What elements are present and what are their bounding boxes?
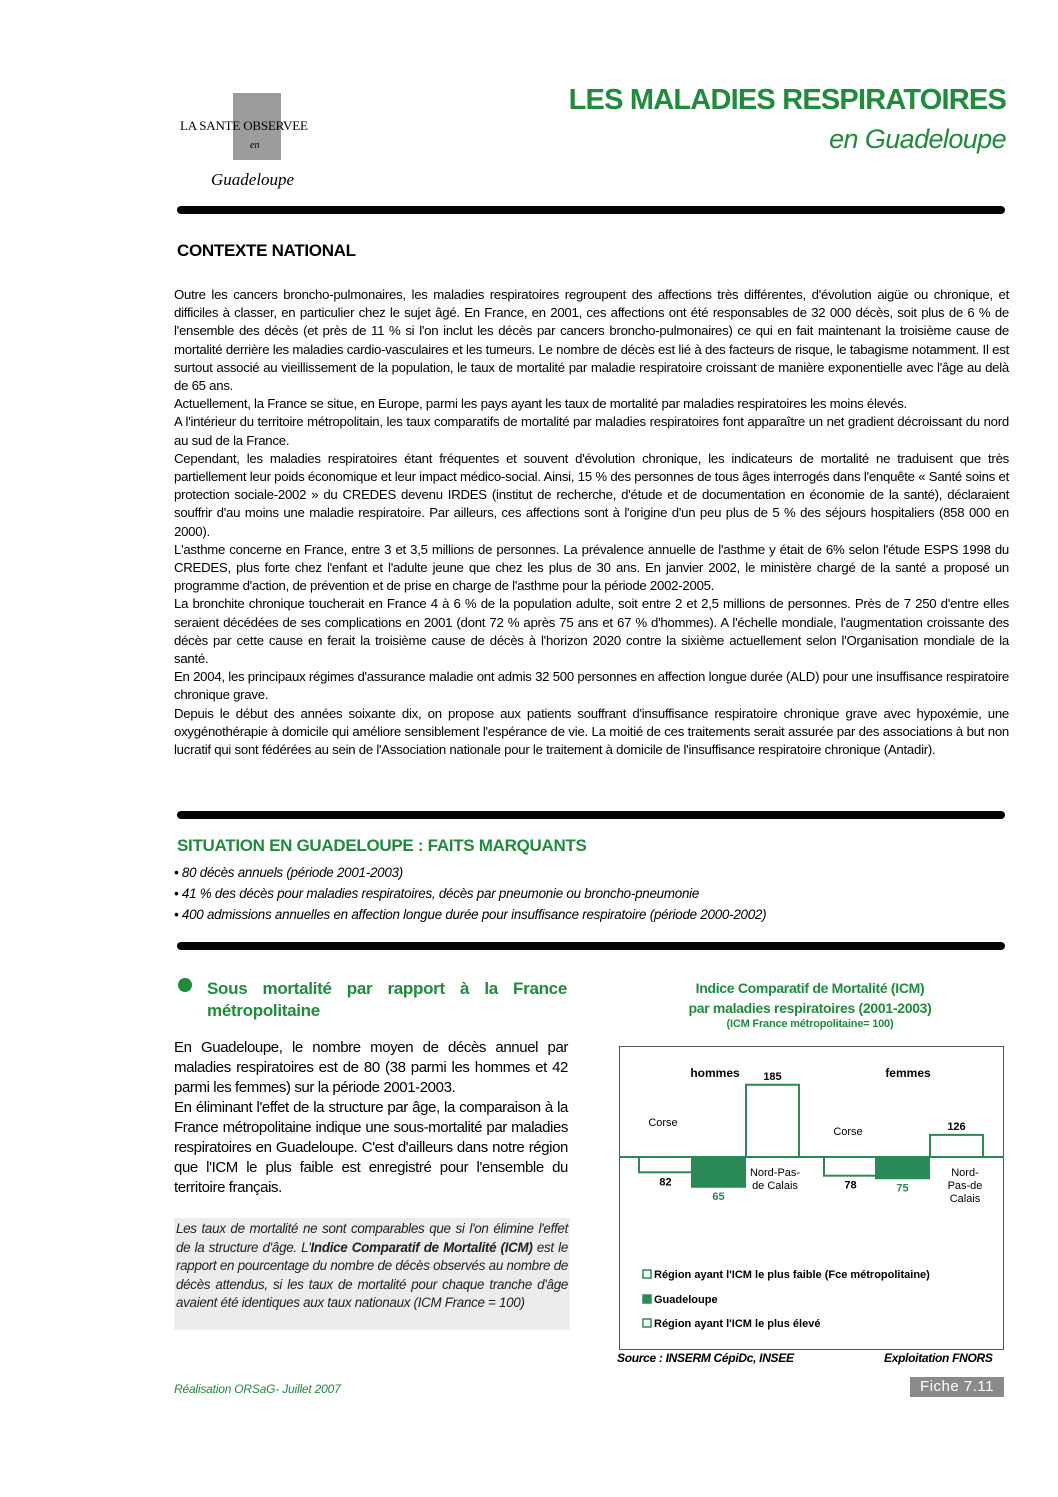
region-label: Nord-Pas- bbox=[749, 1167, 801, 1179]
group-label-hommes: hommes bbox=[690, 1066, 740, 1080]
data-label: 75 bbox=[896, 1182, 909, 1195]
fiche-badge: Fiche 7.11 bbox=[910, 1377, 1004, 1397]
national-paragraph: La bronchite chronique toucherait en France 4 à 6 % de la population adulte, soit entre 2 et 2,5 millions de personnes. Près de 7 250 d'entre elles seraient décédées de ses complications en 2001 (dont 72 % après 75 ans et 67 % d'hommes). A l'échelle mondiale, l'augmentation croissante des décès par cette cause en ferait la troisième cause de décès à l'horizon 2020 contre la sixième actuellement selon l'Organisation mondiale de la santé. bbox=[174, 596, 1009, 667]
data-label: 65 bbox=[712, 1190, 725, 1203]
legend-label: Guadeloupe bbox=[654, 1294, 718, 1306]
max-region-bar bbox=[930, 1135, 983, 1157]
note-text-bold: Indice Comparatif de Mortalité (ICM) bbox=[310, 1239, 533, 1255]
divider-lower bbox=[177, 942, 1005, 950]
national-heading: CONTEXTE NATIONAL bbox=[177, 241, 356, 260]
national-paragraph: A l'intérieur du territoire métropolitain, les taux comparatifs de mortalité par maladies respiratoires font apparaître un net gradient décroissant du nord au sud de la France. bbox=[174, 414, 1009, 448]
icm-note bbox=[174, 1218, 570, 1330]
logo-text-line3: Guadeloupe bbox=[211, 170, 295, 189]
legend-swatch bbox=[643, 1319, 651, 1327]
national-paragraph: Actuellement, la France se situe, en Europe, parmi les pays ayant les taux de mortalité par maladies respiratoires les moins élevés. bbox=[174, 396, 907, 412]
chart-title bbox=[595, 978, 1025, 1018]
bullet-item: • 41 % des décès pour maladies respiratoires, décès par pneumonie ou broncho-pneumonie bbox=[174, 886, 700, 901]
data-label: 82 bbox=[659, 1176, 672, 1189]
legend-label: Région ayant l'ICM le plus élevé bbox=[654, 1318, 821, 1330]
chart-source: Source : INSERM CépiDc, INSEE bbox=[617, 1351, 794, 1365]
logo-text-line1: LA SANTE OBSERVEE bbox=[180, 118, 308, 133]
data-label: 126 bbox=[947, 1120, 966, 1133]
region-label: de Calais bbox=[752, 1180, 798, 1192]
guadeloupe-bar bbox=[876, 1157, 929, 1178]
chart-title-line1: Indice Comparatif de Mortalité (ICM) bbox=[695, 980, 925, 996]
region-label: Nord- bbox=[951, 1167, 979, 1179]
situation-bullets bbox=[174, 862, 934, 925]
national-paragraph: L'asthme concerne en France, entre 3 et 3,5 millions de personnes. La prévalence annuelle de l'asthme y était de 6% selon l'étude ESPS 1998 du CREDES, plus forte chez l'enfant et l'adulte jeune que chez les plus de 30 ans. En janvier 2002, le ministère chargé de la santé a proposé un programme d'action, de prévention et de prise en charge de l'asthme pour la période 2002-2005. bbox=[174, 541, 1009, 594]
region-label: Corse bbox=[833, 1126, 863, 1138]
bullet-dot-icon bbox=[178, 978, 192, 992]
region-label: Pas-de bbox=[947, 1180, 983, 1192]
bullet-item: • 80 décès annuels (période 2001-2003) bbox=[174, 865, 403, 880]
bullet-item: • 400 admissions annuelles en affection longue durée pour insuffisance respiratoire (période 2000-2002) bbox=[174, 907, 767, 922]
chart-title-line2: par maladies respiratoires (2001-2003) bbox=[688, 1000, 932, 1016]
legend-label: Région ayant l'ICM le plus faible (Fce métropolitaine) bbox=[654, 1269, 930, 1281]
divider-middle bbox=[177, 811, 1005, 819]
data-label: 185 bbox=[763, 1070, 782, 1083]
chart-subtitle: (ICM France métropolitaine= 100) bbox=[726, 1018, 894, 1030]
national-paragraph: Depuis le début des années soixante dix, on propose aux patients souffrant d'insuffisance respiratoire chronique grave avec hypoxémie, une oxygénothérapie à domicile qui améliore sensiblement l'espérance de vie. La moitié de ces traitements serait assurée par des associations à but non lucratif qui sont fédérées au sein de l'Association nationale pour le traitement à domicile de l'insuffisance respiratoire chronique (Antadir). bbox=[174, 705, 1009, 758]
national-paragraph: Cependant, les maladies respiratoires étant fréquentes et souvent d'évolution chronique, les indicateurs de mortalité ne traduisent que très partiellement leur poids économique et leur impact médico-social. Ainsi, 15 % des personnes de tous âges interrogés dans l'enquête « Santé soins et protection sociale-2002 » du CREDES devenu IRDES (institut de recherche, d'étude et de documentation en économie de la santé), déclaraient souffrir d'au moins une maladie respiratoire. Par ailleurs, ces affections sont à l'origine d'un peu plus de 5 % des séjours hospitaliers (858 000 en 2000). bbox=[174, 450, 1009, 539]
group-label-femmes: femmes bbox=[885, 1066, 931, 1080]
region-label: Calais bbox=[949, 1193, 981, 1205]
data-label: 78 bbox=[844, 1179, 857, 1192]
icm-chart bbox=[619, 1046, 1005, 1351]
sous-mortalite-paragraph: En Guadeloupe, le nombre moyen de décès annuel par maladies respiratoires est de 80 (38 parmi les hommes et 42 parmi les femmes) sur la période 2001-2003. bbox=[174, 1039, 568, 1096]
sous-mortalite-paragraph: En éliminant l'effet de la structure par âge, la comparaison à la France métropolitaine indique une sous-mortalité par maladies respiratoires en Guadeloupe. C'est d'ailleurs dans notre région que l'ICM le plus faible est enregistré pour l'ensemble du territoire français. bbox=[174, 1099, 568, 1196]
national-text bbox=[174, 286, 1009, 759]
logo-text-line2: en bbox=[250, 140, 260, 151]
min-region-bar bbox=[824, 1157, 877, 1176]
situation-heading: SITUATION EN GUADELOUPE : FAITS MARQUANTS bbox=[177, 836, 587, 855]
guadeloupe-bar bbox=[692, 1157, 745, 1187]
footer-credit: Réalisation ORSaG- Juillet 2007 bbox=[174, 1382, 341, 1396]
chart-exploitation: Exploitation FNORS bbox=[884, 1351, 993, 1365]
max-region-bar bbox=[746, 1085, 799, 1157]
region-label: Corse bbox=[648, 1117, 678, 1129]
national-paragraph: Outre les cancers broncho-pulmonaires, les maladies respiratoires regroupent des affections très différentes, d'évolution aigüe ou chronique, et difficiles à classer, en particulier chez le sujet âgé. En France, en 2001, ces affections ont été responsables de 32 000 décès, soit plus de 6 % de l'ensemble des décès (et près de 11 % si l'on inclut les décès par cancers broncho-pulmonaires) ce qui en fait maintenant la troisième cause de mortalité derrière les maladies cardio-vasculaires et les tumeurs. Le nombre de décès est lié à des facteurs de risque, le tabagisme notamment. Il est surtout associé au vieillissement de la population, le taux de mortalité par maladie respiratoire croissant de manière exponentielle avec l'âge au delà de 65 ans. bbox=[174, 287, 1009, 394]
national-paragraph: En 2004, les principaux régimes d'assurance maladie ont admis 32 500 personnes en affection longue durée (ALD) pour une insuffisance respiratoire chronique grave. bbox=[174, 669, 1009, 703]
note-text-before: Les taux de mortalité ne sont comparables que si l'on élimine l'effet de la structure d'âge. L' bbox=[176, 1221, 568, 1255]
min-region-bar bbox=[639, 1157, 692, 1172]
divider-top bbox=[177, 206, 1005, 214]
sous-mortalite-heading: Sous mortalité par rapport à la France métropolitaine bbox=[207, 979, 567, 1020]
legend-swatch bbox=[643, 1270, 651, 1278]
note-text-after: est le rapport en pourcentage du nombre de décès observés au nombre de décès attendus, si les taux de mortalité pour chaque tranche d'âge avaient été identiques aux taux nationaux (ICM France = 100) bbox=[176, 1239, 568, 1310]
legend-swatch bbox=[643, 1295, 651, 1303]
page-title: LES MALADIES RESPIRATOIRES bbox=[568, 84, 1006, 116]
page-subtitle: en Guadeloupe bbox=[829, 124, 1006, 154]
sous-mortalite-text bbox=[174, 1038, 568, 1198]
